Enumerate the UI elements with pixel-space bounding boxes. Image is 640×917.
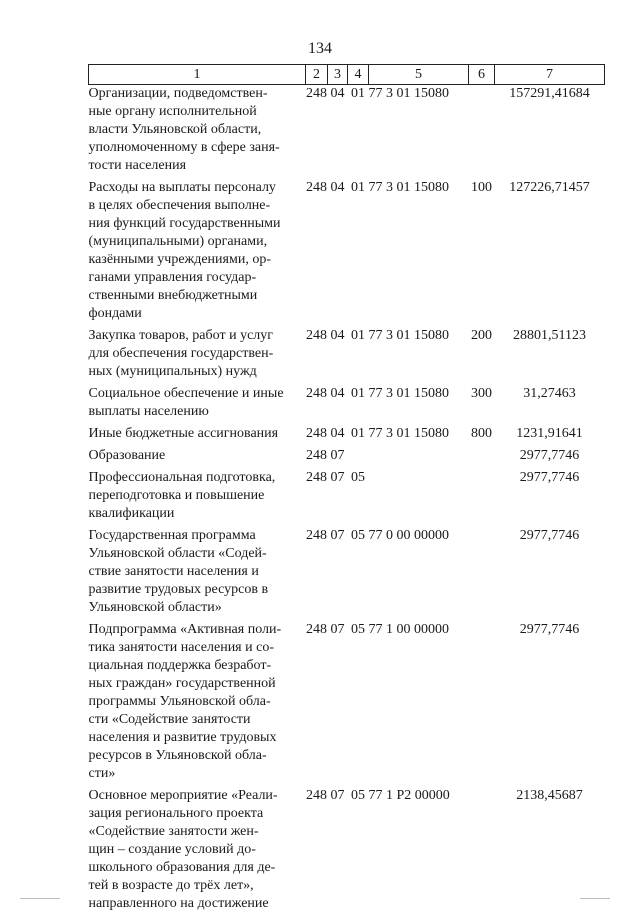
table-row bbox=[89, 85, 605, 176]
row-name bbox=[89, 425, 306, 443]
target-article-code: 77 3 01 15080 bbox=[369, 385, 469, 421]
row-name-line: Профессиональная подготовка, bbox=[89, 470, 276, 485]
target-article-code bbox=[369, 447, 469, 465]
admin-code: 248 bbox=[306, 327, 328, 381]
subsection-code: 05 bbox=[348, 527, 369, 617]
expense-type-code bbox=[469, 469, 495, 523]
row-name-line: квалификации bbox=[89, 506, 175, 521]
header-col-3: 3 bbox=[328, 65, 348, 85]
amount-value: 127226,71457 bbox=[495, 179, 605, 323]
table-row bbox=[89, 469, 605, 523]
row-spacer bbox=[89, 913, 605, 917]
row-name-line: фондами bbox=[89, 306, 142, 321]
row-name-line: щин – создание условий до- bbox=[89, 842, 256, 857]
row-name-line: тости населения bbox=[89, 158, 187, 173]
target-article-code: 77 1 Р2 00000 bbox=[369, 787, 469, 913]
row-name-line: ных (муниципальных) нужд bbox=[89, 364, 257, 379]
subsection-code: 01 bbox=[348, 385, 369, 421]
amount-value: 2138,45687 bbox=[495, 787, 605, 913]
row-name-line: школьного образования для де- bbox=[89, 860, 276, 875]
amount-value: 2977,7746 bbox=[495, 447, 605, 465]
row-name bbox=[89, 469, 306, 523]
table-body bbox=[89, 85, 605, 917]
target-article-code: 77 0 00 00000 bbox=[369, 527, 469, 617]
target-article-code: 77 3 01 15080 bbox=[369, 425, 469, 443]
row-name-line: Ульяновской области» bbox=[89, 600, 222, 615]
expense-type-code bbox=[469, 621, 495, 783]
subsection-code: 05 bbox=[348, 469, 369, 523]
admin-code: 248 bbox=[306, 469, 328, 523]
subsection-code: 01 bbox=[348, 85, 369, 176]
subsection-code: 05 bbox=[348, 621, 369, 783]
row-name-line: ственными внебюджетными bbox=[89, 288, 258, 303]
row-name-line: тей в возрасте до трёх лет», bbox=[89, 878, 254, 893]
row-name-line: ганами управления государ- bbox=[89, 270, 257, 285]
budget-table bbox=[88, 64, 605, 917]
row-name-line: развитие трудовых ресурсов в bbox=[89, 582, 269, 597]
section-code: 04 bbox=[328, 327, 348, 381]
row-name-line: Организации, подведомствен- bbox=[89, 86, 268, 101]
header-col-5: 5 bbox=[369, 65, 469, 85]
row-name-line: циальная поддержка безработ- bbox=[89, 658, 272, 673]
row-name-line: (муниципальными) органами, bbox=[89, 234, 268, 249]
row-name-line: ных граждан» государственной bbox=[89, 676, 276, 691]
row-name bbox=[89, 85, 306, 176]
row-name-line: сти» bbox=[89, 766, 116, 781]
row-name-line: ствие занятости населения и bbox=[89, 564, 259, 579]
row-name-line: программы Ульяновской обла- bbox=[89, 694, 271, 709]
amount-value: 2977,7746 bbox=[495, 621, 605, 783]
expense-type-code bbox=[469, 85, 495, 176]
section-code: 07 bbox=[328, 621, 348, 783]
admin-code: 248 bbox=[306, 621, 328, 783]
subsection-code bbox=[348, 447, 369, 465]
table-header bbox=[89, 65, 605, 85]
section-code: 04 bbox=[328, 85, 348, 176]
admin-code: 248 bbox=[306, 425, 328, 443]
section-code: 04 bbox=[328, 385, 348, 421]
row-name-line: Иные бюджетные ассигнования bbox=[89, 426, 279, 441]
row-name-line: в целях обеспечения выполне- bbox=[89, 198, 271, 213]
section-code: 07 bbox=[328, 527, 348, 617]
row-name-line: направленного на достижение bbox=[89, 896, 269, 911]
row-spacer-cell bbox=[89, 913, 605, 917]
amount-value: 157291,41684 bbox=[495, 85, 605, 176]
subsection-code: 01 bbox=[348, 327, 369, 381]
row-name-line: власти Ульяновской области, bbox=[89, 122, 262, 137]
row-name bbox=[89, 621, 306, 783]
target-article-code bbox=[369, 469, 469, 523]
row-name-line: для обеспечения государствен- bbox=[89, 346, 274, 361]
section-code: 07 bbox=[328, 447, 348, 465]
section-code: 07 bbox=[328, 469, 348, 523]
target-article-code: 77 3 01 15080 bbox=[369, 179, 469, 323]
row-name-line: ресурсов в Ульяновской обла- bbox=[89, 748, 267, 763]
amount-value: 28801,51123 bbox=[495, 327, 605, 381]
table-row bbox=[89, 179, 605, 323]
admin-code: 248 bbox=[306, 787, 328, 913]
table-row bbox=[89, 527, 605, 617]
row-name-line: Подпрограмма «Активная поли- bbox=[89, 622, 282, 637]
admin-code: 248 bbox=[306, 447, 328, 465]
table-row bbox=[89, 447, 605, 465]
admin-code: 248 bbox=[306, 385, 328, 421]
row-name bbox=[89, 527, 306, 617]
expense-type-code bbox=[469, 787, 495, 913]
expense-type-code: 800 bbox=[469, 425, 495, 443]
header-col-2: 2 bbox=[306, 65, 328, 85]
row-name-line: казёнными учреждениями, ор- bbox=[89, 252, 272, 267]
expense-type-code: 200 bbox=[469, 327, 495, 381]
target-article-code: 77 3 01 15080 bbox=[369, 85, 469, 176]
admin-code: 248 bbox=[306, 179, 328, 323]
subsection-code: 05 bbox=[348, 787, 369, 913]
row-name-line: ния функций государственными bbox=[89, 216, 281, 231]
page-number: 134 bbox=[0, 40, 640, 58]
amount-value: 2977,7746 bbox=[495, 527, 605, 617]
amount-value: 2977,7746 bbox=[495, 469, 605, 523]
header-col-6: 6 bbox=[469, 65, 495, 85]
row-name-line: переподготовка и повышение bbox=[89, 488, 265, 503]
table-row bbox=[89, 621, 605, 783]
section-code: 04 bbox=[328, 425, 348, 443]
row-name-line: зация регионального проекта bbox=[89, 806, 264, 821]
subsection-code: 01 bbox=[348, 179, 369, 323]
expense-type-code bbox=[469, 447, 495, 465]
row-name bbox=[89, 327, 306, 381]
header-col-1: 1 bbox=[89, 65, 306, 85]
admin-code: 248 bbox=[306, 527, 328, 617]
row-name-line: Ульяновской области «Содей- bbox=[89, 546, 267, 561]
expense-type-code: 100 bbox=[469, 179, 495, 323]
expense-type-code bbox=[469, 527, 495, 617]
section-code: 07 bbox=[328, 787, 348, 913]
header-row bbox=[89, 65, 605, 85]
header-col-4: 4 bbox=[348, 65, 369, 85]
row-name-line: Государственная программа bbox=[89, 528, 256, 543]
table-row bbox=[89, 425, 605, 443]
row-name bbox=[89, 385, 306, 421]
scan-edge-mark bbox=[20, 898, 60, 899]
row-name-line: «Содействие занятости жен- bbox=[89, 824, 259, 839]
table-row bbox=[89, 327, 605, 381]
row-name-line: сти «Содействие занятости bbox=[89, 712, 251, 727]
row-name-line: населения и развитие трудовых bbox=[89, 730, 277, 745]
row-name-line: тика занятости населения и со- bbox=[89, 640, 275, 655]
row-name-line: Социальное обеспечение и иные bbox=[89, 386, 284, 401]
scan-edge-mark bbox=[580, 898, 610, 899]
section-code: 04 bbox=[328, 179, 348, 323]
amount-value: 1231,91641 bbox=[495, 425, 605, 443]
amount-value: 31,27463 bbox=[495, 385, 605, 421]
row-name-line: Основное мероприятие «Реали- bbox=[89, 788, 278, 803]
row-name-line: Закупка товаров, работ и услуг bbox=[89, 328, 274, 343]
table-row bbox=[89, 385, 605, 421]
row-name-line: Расходы на выплаты персоналу bbox=[89, 180, 276, 195]
row-name bbox=[89, 787, 306, 913]
row-name-line: выплаты населению bbox=[89, 404, 209, 419]
table-row bbox=[89, 787, 605, 913]
expense-type-code: 300 bbox=[469, 385, 495, 421]
row-name-line: Образование bbox=[89, 448, 166, 463]
row-name-line: уполномоченному в сфере заня- bbox=[89, 140, 280, 155]
target-article-code: 77 3 01 15080 bbox=[369, 327, 469, 381]
target-article-code: 77 1 00 00000 bbox=[369, 621, 469, 783]
row-name bbox=[89, 447, 306, 465]
row-name-line: ные органу исполнительной bbox=[89, 104, 257, 119]
subsection-code: 01 bbox=[348, 425, 369, 443]
admin-code: 248 bbox=[306, 85, 328, 176]
row-name bbox=[89, 179, 306, 323]
header-col-7: 7 bbox=[495, 65, 605, 85]
